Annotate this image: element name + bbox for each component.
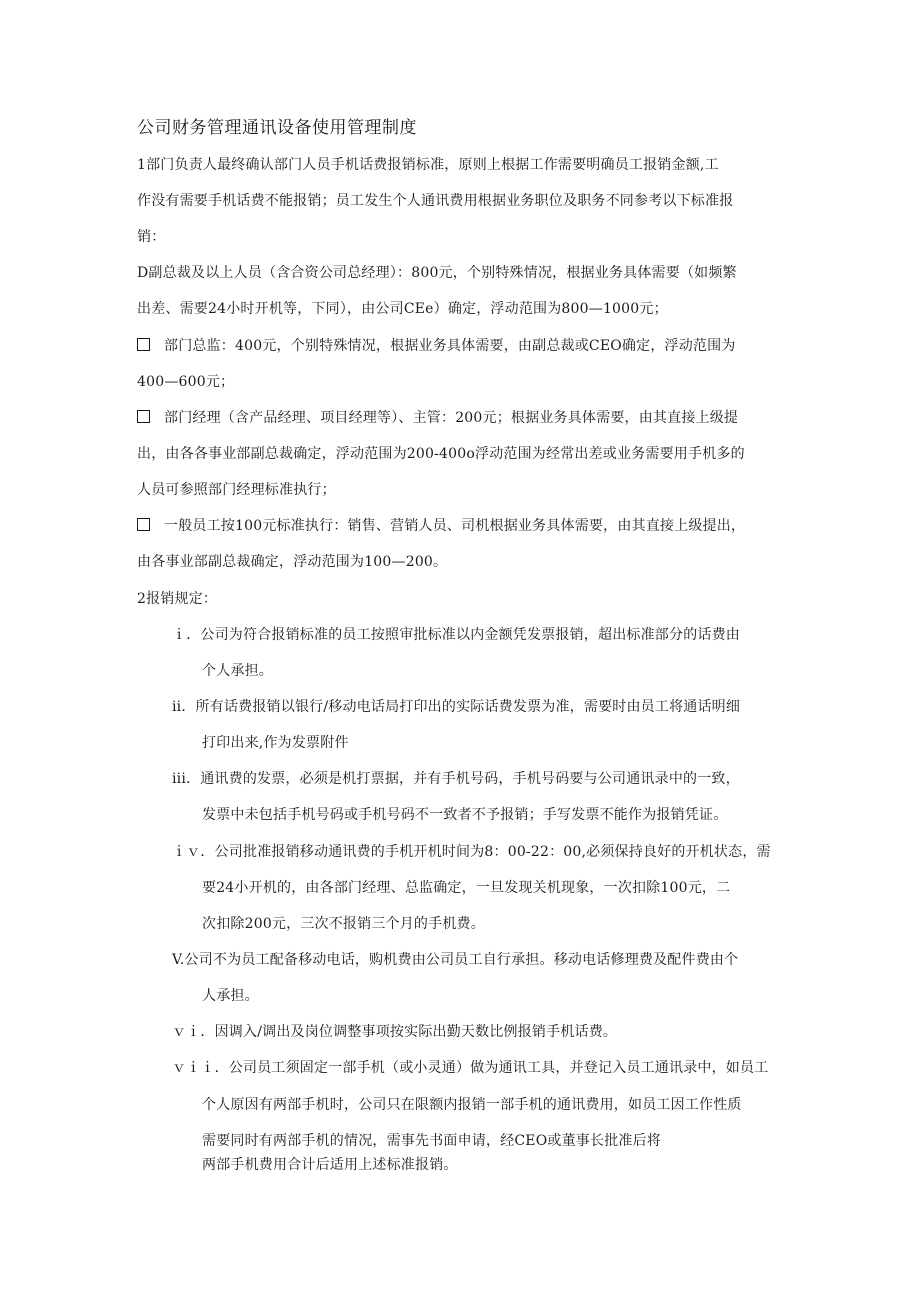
- rule-iii-line-2: 发票中未包括手机号码或手机号码不一致者不予报销；手写发票不能作为报销凭证。: [202, 807, 728, 823]
- rule-ii-line-2: 打印出来,作为发票附件: [202, 735, 349, 751]
- checkbox-icon: [137, 518, 150, 531]
- rule-v-line-2: 人承担。: [202, 988, 259, 1004]
- standard-director-line-2: 400—600元；: [137, 374, 235, 390]
- rule-ii-line-1: ii．所有话费报销以银行/移动电话局打印出的实际话费发票为准，需要时由员工将通话明细: [172, 699, 741, 715]
- standard-staff-text: 一般员工按100元标准执行：销售、营销人员、司机根据业务具体需要，由其直接上级提出，: [164, 518, 746, 534]
- rule-vii-line-3: 需要同时有两部手机的情况，需事先书面申请，经CEO或董事长批准后将: [202, 1133, 662, 1149]
- standard-manager-line-1: [137, 408, 738, 428]
- checkbox-icon: [137, 338, 150, 351]
- standard-manager-line-2: 出，由各各事业部副总裁确定，浮动范围为200-400o浮动范围为经常出差或业务需要用手机多的: [137, 446, 745, 462]
- standard-vp-line-2: 出差、需要24小时开机等，下同），由公司CEe）确定，浮动范围为800—1000元；: [137, 301, 668, 317]
- rule-v-line-1: V.公司不为员工配备移动电话，购机费由公司员工自行承担。移动电话修理费及配件费由个: [172, 952, 739, 968]
- standard-staff-line-1: [137, 516, 745, 536]
- rule-i-line-2: 个人承担。: [202, 663, 273, 679]
- section-1-line-2: 作没有需要手机话费不能报销；员工发生个人通讯费用根据业务职位及职务不同参考以下标准报: [137, 193, 734, 209]
- standard-vp-line-1: D副总裁及以上人员（含合资公司总经理）：800元，个别特殊情况，根据业务具体需要（如频繁: [137, 265, 737, 281]
- standard-director-text: 部门总监：400元，个别特殊情况，根据业务具体需要，由副总裁或CEO确定，浮动范围为: [164, 338, 736, 354]
- section-1-line-3: 销：: [137, 229, 166, 245]
- standard-staff-line-2: 由各事业部副总裁确定，浮动范围为100—200。: [137, 554, 448, 570]
- rule-vii-line-1: ｖｉｉ．公司员工须固定一部手机（或小灵通）做为通讯工具，并登记入员工通讯录中，如员工: [172, 1060, 769, 1076]
- rule-iv-line-3: 次扣除200元，三次不报销三个月的手机费。: [202, 916, 485, 932]
- section-1-line-1: 1部门负责人最终确认部门人员手机话费报销标准，原则上根据工作需要明确员工报销金额,工: [137, 157, 719, 173]
- rule-i-line-1: ｉ．公司为符合报销标准的员工按照审批标准以内金额凭发票报销，超出标准部分的话费由: [172, 627, 740, 643]
- standard-manager-line-3: 人员可参照部门经理标准执行；: [137, 482, 336, 498]
- rule-vii-line-2: 个人原因有两部手机时，公司只在限额内报销一部手机的通讯费用，如员工因工作性质: [202, 1097, 742, 1113]
- rule-vi-line-1: ｖｉ．因调入/调出及岗位调整事项按实际出勤天数比例报销手机话费。: [172, 1024, 618, 1040]
- checkbox-icon: [137, 410, 150, 423]
- standard-director-line-1: [137, 336, 736, 356]
- rule-vii-line-4: 两部手机费用合计后适用上述标准报销。: [202, 1157, 458, 1173]
- standard-manager-text: 部门经理（含产品经理、项目经理等）、主管：200元；根据业务具体需要，由其直接上级提: [164, 410, 739, 426]
- section-2-heading: 2报销规定：: [137, 591, 218, 607]
- rule-iv-line-2: 要24小开机的，由各部门经理、总监确定，一旦发现关机现象，一次扣除100元，二: [202, 880, 731, 896]
- rule-iv-line-1: ｉｖ．公司批准报销移动通讯费的手机开机时间为8：00-22：00,必须保持良好的开机状态，需: [172, 844, 771, 860]
- rule-iii-line-1: iii．通讯费的发票，必须是机打票据，并有手机号码，手机号码要与公司通讯录中的一致，: [172, 771, 740, 787]
- document-title: 公司财务管理通讯设备使用管理制度: [137, 118, 417, 138]
